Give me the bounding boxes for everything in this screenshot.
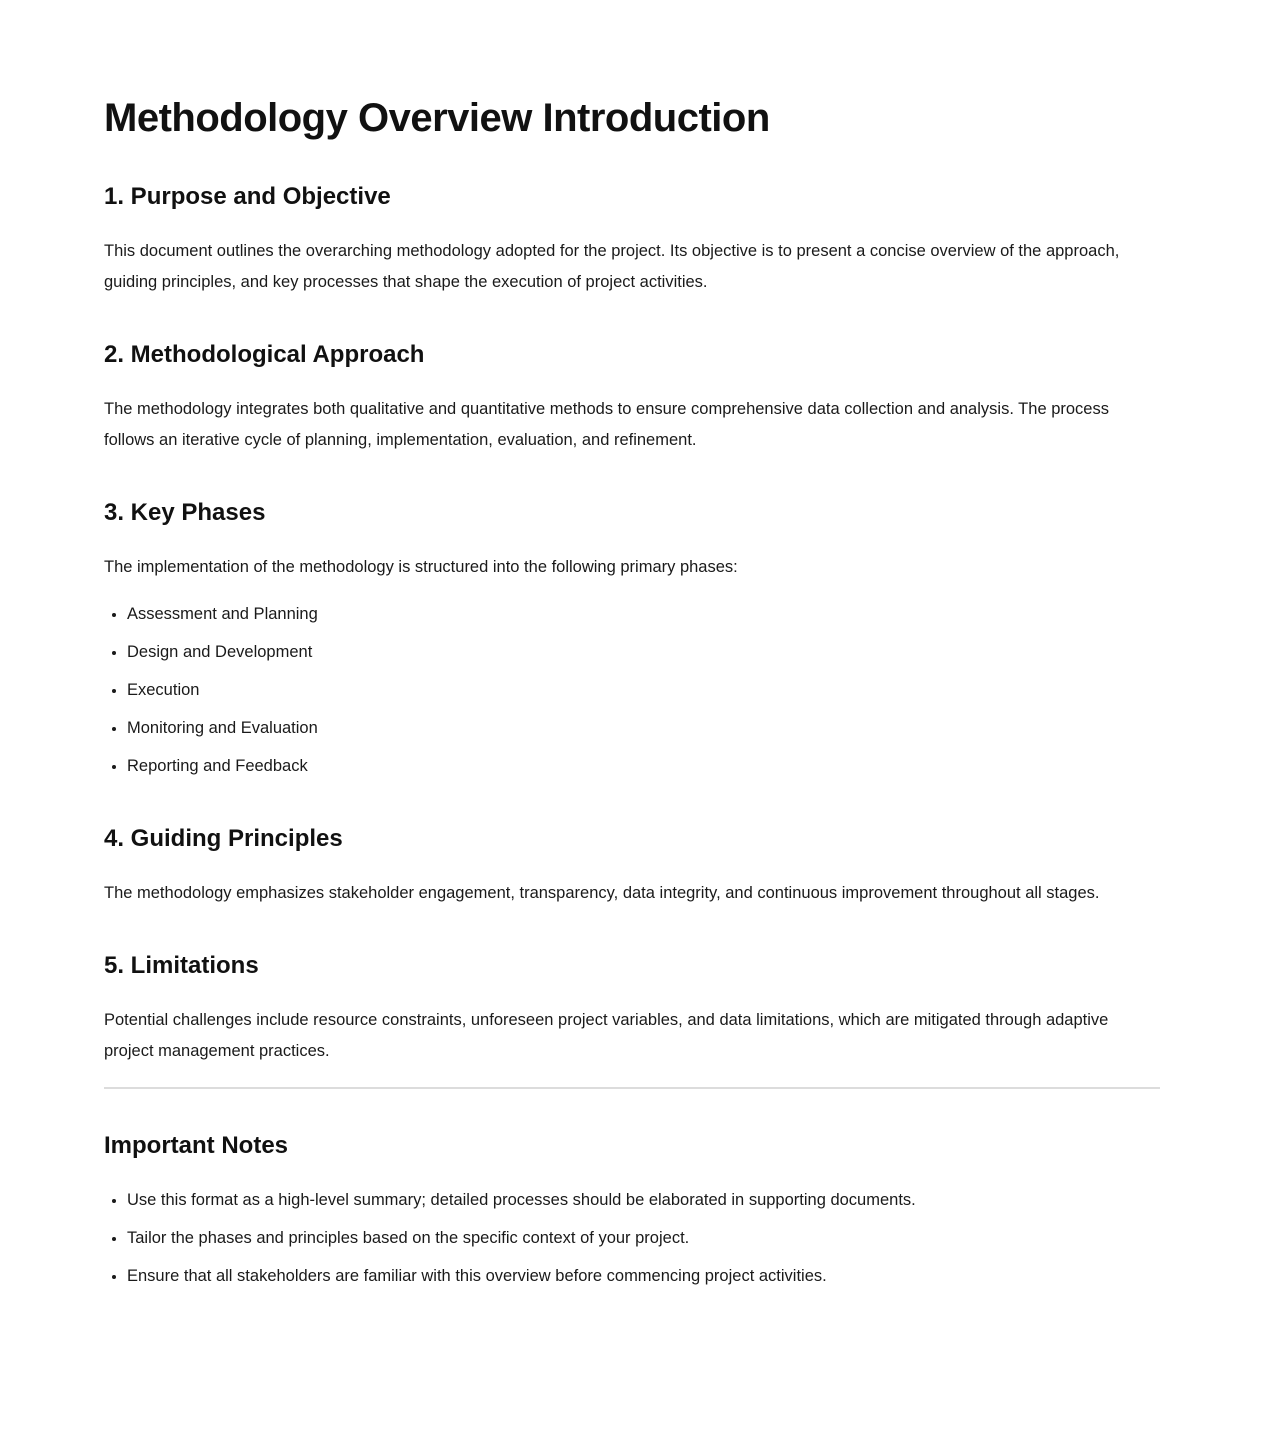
- section-limitations: [104, 951, 1160, 1067]
- section-paragraph: The implementation of the methodology is structured into the following primary phases:: [104, 558, 738, 576]
- list-item: • Execution: [127, 675, 1160, 706]
- section-heading: 1. Purpose and Objective: [104, 183, 391, 210]
- document-page: [104, 0, 1160, 1292]
- list-item: • Design and Development: [127, 637, 1160, 668]
- list-item: • Monitoring and Evaluation: [127, 713, 1160, 744]
- section-paragraph: Potential challenges include resource constraints, unforeseen project variables, and data limitations, which are mitigated through adaptive project management practices.: [104, 1011, 1109, 1060]
- section-heading: 5. Limitations: [104, 952, 259, 979]
- list-item: • Ensure that all stakeholders are familiar with this overview before commencing project activities.: [127, 1261, 1160, 1292]
- list-item: • Reporting and Feedback: [127, 751, 1160, 782]
- section-heading: 2. Methodological Approach: [104, 341, 425, 368]
- list-item: • Use this format as a high-level summary; detailed processes should be elaborated in supporting documents.: [127, 1185, 1160, 1216]
- section-divider: [104, 1087, 1160, 1089]
- section-purpose-and-objective: [104, 182, 1160, 298]
- section-heading: 4. Guiding Principles: [104, 825, 343, 852]
- important-notes-list: [104, 1185, 1160, 1292]
- list-item: • Tailor the phases and principles based on the specific context of your project.: [127, 1223, 1160, 1254]
- section-key-phases: [104, 498, 1160, 782]
- document-title: Methodology Overview Introduction: [104, 96, 770, 140]
- section-heading: 3. Key Phases: [104, 499, 266, 526]
- section-methodological-approach: [104, 340, 1160, 456]
- section-heading: Important Notes: [104, 1132, 289, 1159]
- section-paragraph: This document outlines the overarching methodology adopted for the project. Its objective is to present a concise overview of the approach, guiding principles, and key processes that shape the execution of project activities.: [104, 242, 1120, 291]
- list-item: • Assessment and Planning: [127, 599, 1160, 630]
- key-phases-list: [104, 599, 1160, 782]
- section-paragraph: The methodology integrates both qualitative and quantitative methods to ensure comprehensive data collection and analysis. The process follows an iterative cycle of planning, implementation, evaluation, and refinement.: [104, 400, 1109, 449]
- section-guiding-principles: [104, 824, 1160, 909]
- section-important-notes: [104, 1131, 1160, 1292]
- section-paragraph: The methodology emphasizes stakeholder engagement, transparency, data integrity, and continuous improvement throughout all stages.: [104, 884, 1100, 902]
